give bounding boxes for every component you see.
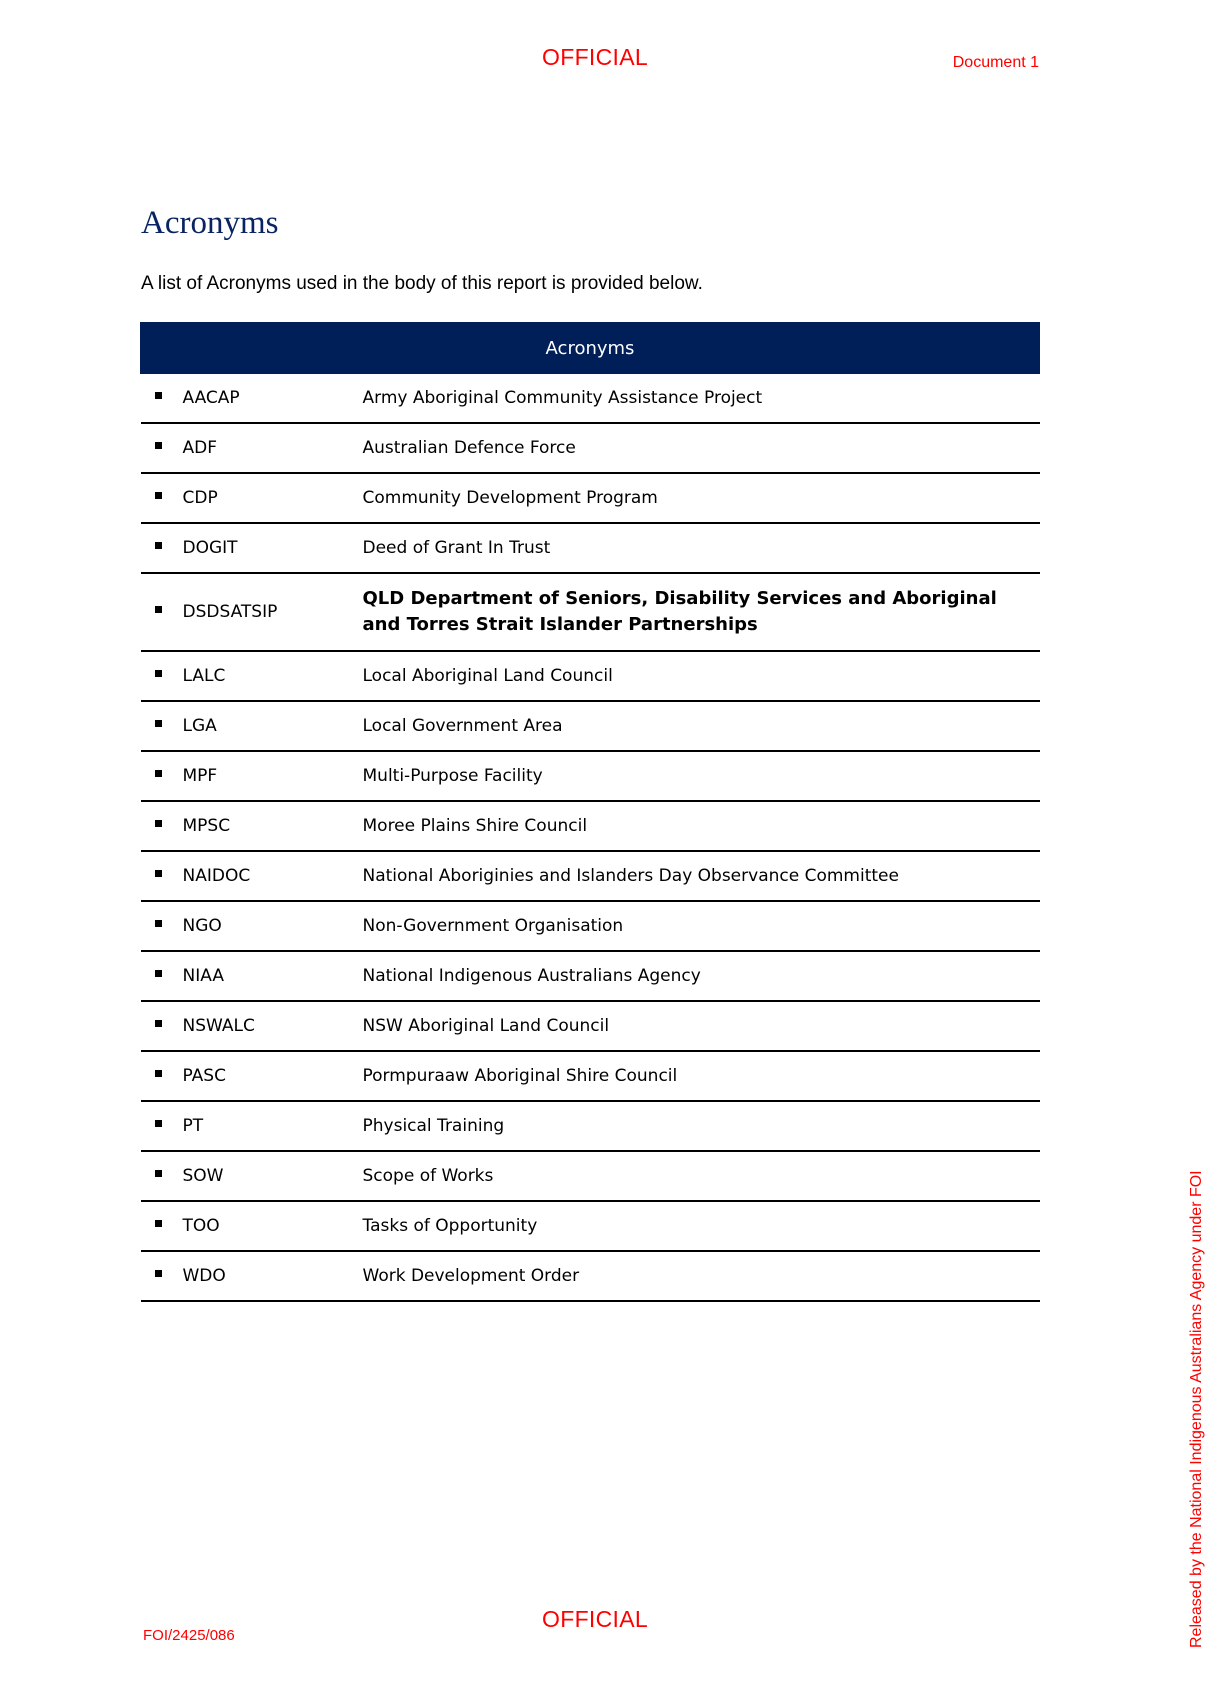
acronym-code: PASC [182, 1066, 226, 1086]
acronym-definition: NSW Aboriginal Land Council [362, 1016, 610, 1036]
acronym-code: MPSC [182, 816, 231, 836]
acronym-code: LALC [182, 666, 226, 686]
acronym-code: MPF [182, 766, 218, 786]
table-row [141, 951, 1040, 1001]
table-row [141, 701, 1040, 751]
acronym-cell [141, 523, 363, 573]
table-row [141, 1051, 1040, 1101]
acronym-definition: Moree Plains Shire Council [362, 816, 588, 836]
definition-cell [363, 751, 1040, 801]
square-bullet-icon [155, 606, 162, 613]
acronym-definition: Local Aboriginal Land Council [362, 666, 613, 686]
square-bullet-icon [155, 670, 162, 677]
acronym-cell [141, 473, 363, 523]
acronyms-table [140, 322, 1040, 1302]
acronym-code: NSWALC [182, 1016, 255, 1036]
square-bullet-icon [155, 770, 162, 777]
acronym-cell [141, 1251, 363, 1301]
definition-cell [363, 423, 1040, 473]
definition-cell [363, 473, 1040, 523]
square-bullet-icon [155, 542, 162, 549]
intro-text: A list of Acronyms used in the body of this report is provided below. [141, 273, 703, 294]
acronym-code: NGO [182, 916, 222, 936]
definition-cell [363, 1101, 1040, 1151]
table-row [141, 523, 1040, 573]
acronym-cell [141, 751, 363, 801]
table-row [141, 1101, 1040, 1151]
table-header-row [141, 323, 1040, 374]
acronym-cell [141, 1201, 363, 1251]
acronym-code: DSDSATSIP [182, 602, 278, 622]
acronym-code: SOW [182, 1166, 224, 1186]
acronym-code: WDO [182, 1266, 226, 1286]
table-row [141, 1251, 1040, 1301]
table-row [141, 851, 1040, 901]
page-title: Acronyms [141, 205, 279, 241]
acronym-code: PT [182, 1116, 204, 1136]
definition-cell [363, 651, 1040, 701]
definition-cell [363, 523, 1040, 573]
acronym-cell [141, 573, 363, 651]
square-bullet-icon [155, 1020, 162, 1027]
foi-release-stamp: Released by the National Indigenous Australians Agency under FOI [1188, 1170, 1205, 1648]
definition-cell [363, 1251, 1040, 1301]
acronym-code: TOO [182, 1216, 220, 1236]
square-bullet-icon [155, 1170, 162, 1177]
acronym-code: NAIDOC [182, 866, 251, 886]
acronym-definition: National Indigenous Australians Agency [362, 966, 701, 986]
square-bullet-icon [155, 820, 162, 827]
acronym-code: NIAA [182, 966, 224, 986]
definition-cell [363, 573, 1040, 651]
acronym-definition: Scope of Works [362, 1166, 494, 1186]
acronym-definition: Deed of Grant In Trust [362, 538, 551, 558]
acronym-code: ADF [182, 438, 217, 458]
acronym-definition: Multi-Purpose Facility [362, 766, 543, 786]
square-bullet-icon [155, 392, 162, 399]
security-classification-bottom: OFFICIAL [542, 1606, 648, 1632]
square-bullet-icon [155, 970, 162, 977]
foi-reference: FOI/2425/086 [143, 1627, 235, 1644]
square-bullet-icon [155, 1120, 162, 1127]
acronym-cell [141, 1151, 363, 1201]
acronym-code: LGA [182, 716, 217, 736]
definition-cell [363, 1151, 1040, 1201]
acronym-cell [141, 801, 363, 851]
acronym-code: DOGIT [182, 538, 238, 558]
definition-cell [363, 701, 1040, 751]
document-number: Document 1 [952, 54, 1039, 71]
acronym-definition: Non-Government Organisation [362, 916, 624, 936]
acronym-cell [141, 1101, 363, 1151]
square-bullet-icon [155, 1270, 162, 1277]
acronym-definition: Tasks of Opportunity [362, 1216, 538, 1236]
table-row [141, 751, 1040, 801]
square-bullet-icon [155, 720, 162, 727]
acronym-cell [141, 1051, 363, 1101]
acronym-definition: QLD Department of Seniors, Disability Services and Aboriginal and Torres Strait Islander Partnerships [362, 588, 997, 635]
acronym-definition: Australian Defence Force [362, 438, 576, 458]
acronym-cell [141, 701, 363, 751]
acronym-cell [141, 651, 363, 701]
square-bullet-icon [155, 1220, 162, 1227]
acronym-code: CDP [182, 488, 218, 508]
acronym-definition: Physical Training [362, 1116, 505, 1136]
acronym-cell [141, 374, 363, 424]
definition-cell [363, 1201, 1040, 1251]
definition-cell [363, 951, 1040, 1001]
definition-cell [363, 374, 1040, 424]
square-bullet-icon [155, 920, 162, 927]
definition-cell [363, 1001, 1040, 1051]
acronym-cell [141, 423, 363, 473]
acronym-cell [141, 951, 363, 1001]
table-row [141, 573, 1040, 651]
table-row [141, 651, 1040, 701]
acronym-cell [141, 901, 363, 951]
square-bullet-icon [155, 1070, 162, 1077]
definition-cell [363, 801, 1040, 851]
table-row [141, 1001, 1040, 1051]
security-classification-top: OFFICIAL [542, 44, 648, 70]
acronym-definition: National Aboriginies and Islanders Day Observance Committee [362, 866, 899, 886]
square-bullet-icon [155, 492, 162, 499]
acronym-definition: Local Government Area [362, 716, 563, 736]
table-row [141, 374, 1040, 424]
acronym-cell [141, 1001, 363, 1051]
acronym-cell [141, 851, 363, 901]
definition-cell [363, 1051, 1040, 1101]
table-row [141, 901, 1040, 951]
acronym-definition: Army Aboriginal Community Assistance Project [362, 388, 763, 408]
acronym-definition: Community Development Program [362, 488, 658, 508]
table-row [141, 423, 1040, 473]
acronym-definition: Pormpuraaw Aboriginal Shire Council [362, 1066, 678, 1086]
definition-cell [363, 901, 1040, 951]
table-row [141, 1201, 1040, 1251]
table-row [141, 801, 1040, 851]
square-bullet-icon [155, 870, 162, 877]
square-bullet-icon [155, 442, 162, 449]
table-header: Acronyms [141, 323, 1040, 374]
table-row [141, 473, 1040, 523]
definition-cell [363, 851, 1040, 901]
acronym-definition: Work Development Order [362, 1266, 580, 1286]
table-row [141, 1151, 1040, 1201]
acronym-code: AACAP [182, 388, 240, 408]
